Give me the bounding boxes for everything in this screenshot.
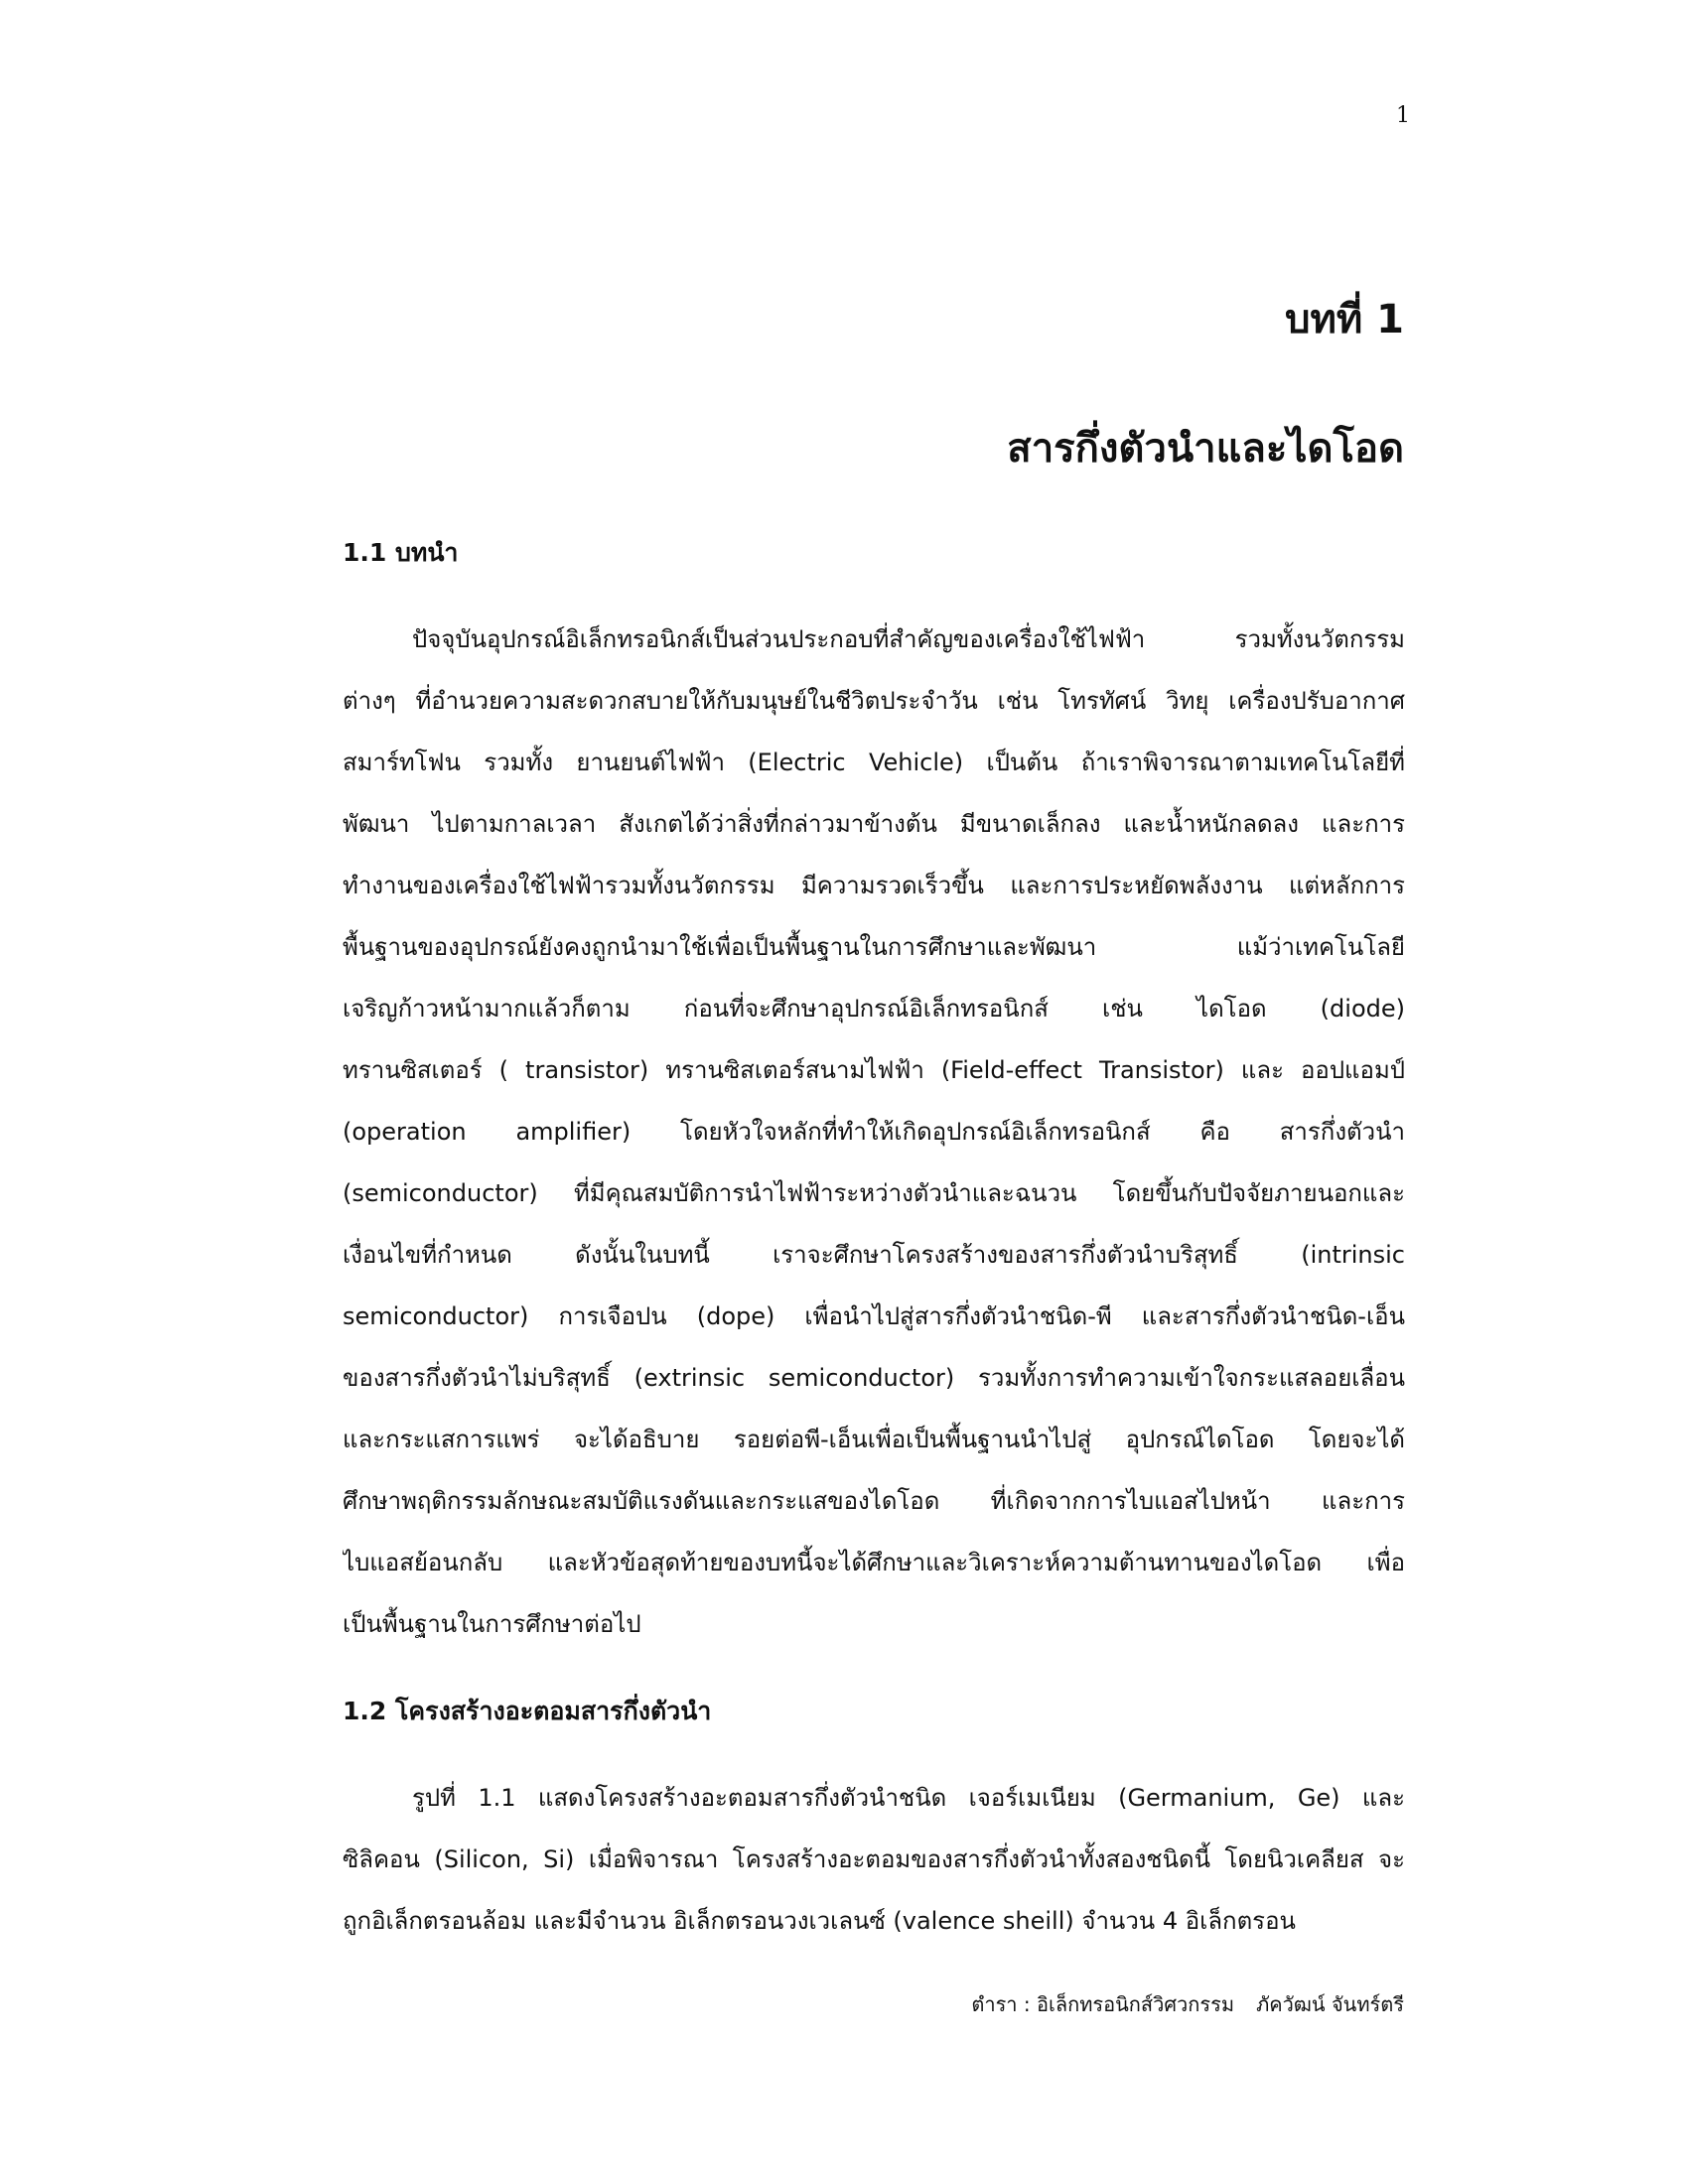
footer-author: ภัควัฒน์ จันทร์ตรี <box>1256 1992 1404 2016</box>
paragraph-line: รูปที่ 1.1 แสดงโครงสร้างอะตอมสารกึ่งตัวนำชนิด เจอร์เมเนียม (Germanium, Ge) และ <box>412 1784 1405 1812</box>
page-footer <box>971 1989 1404 2019</box>
paragraph-line: ปัจจุบันอุปกรณ์อิเล็กทรอนิกส์เป็นส่วนประกอบที่สำคัญของเครื่องใช้ไฟฟ้า รวมทั้งนวัตกรรม <box>412 625 1405 653</box>
paragraph-line: ศึกษาพฤติกรรมลักษณะสมบัติแรงดันและกระแสของไดโอด ที่เกิดจากการไบแอสไปหน้า และการ <box>343 1487 1405 1515</box>
paragraph-line: เจริญก้าวหน้ามากแล้วก็ตาม ก่อนที่จะศึกษาอุปกรณ์อิเล็กทรอนิกส์ เช่น ไดโอด (diode) <box>343 995 1405 1023</box>
paragraph-line: เป็นพื้นฐานในการศึกษาต่อไป <box>343 1610 641 1638</box>
page-number: 1 <box>1396 103 1410 128</box>
paragraph-line: และกระแสการแพร่ จะได้อธิบาย รอยต่อพี-เอ็นเพื่อเป็นพื้นฐานนำไปสู่ อุปกรณ์ไดโอด โดยจะได้ <box>343 1426 1405 1453</box>
paragraph-line: ทรานซิสเตอร์ ( transistor) ทรานซิสเตอร์สนามไฟฟ้า (Field-effect Transistor) และ ออปแอมป์ <box>343 1056 1405 1084</box>
chapter-label: บทที่ 1 <box>1285 297 1404 342</box>
paragraph-line: พัฒนา ไปตามกาลเวลา สังเกตได้ว่าสิ่งที่กล่าวมาข้างต้น มีขนาดเล็กลง และน้ำหนักลดลง และการ <box>343 810 1405 838</box>
paragraph-line: ทำงานของเครื่องใช้ไฟฟ้ารวมทั้งนวัตกรรม มีความรวดเร็วขึ้น และการประหยัดพลังงาน แต่หลักการ <box>343 872 1405 899</box>
section-heading-intro: 1.1 บทนำ <box>343 538 459 567</box>
paragraph-line: ของสารกึ่งตัวนำไม่บริสุทธิ์ (extrinsic semiconductor) รวมทั้งการทำความเข้าใจกระแสลอยเลื่อน <box>343 1364 1405 1392</box>
footer-book-title: ตำรา : อิเล็กทรอนิกส์วิศวกรรม <box>971 1992 1235 2016</box>
paragraph-line: semiconductor) การเจือปน (dope) เพื่อนำไปสู่สารกึ่งตัวนำชนิด-พี และสารกึ่งตัวนำชนิด-เอ็น <box>343 1302 1405 1330</box>
chapter-title: สารกึ่งตัวนำและไดโอด <box>1007 426 1404 472</box>
paragraph-line: พื้นฐานของอุปกรณ์ยังคงถูกนำมาใช้เพื่อเป็นพื้นฐานในการศึกษาและพัฒนา แม้ว่าเทคโนโลยี <box>343 933 1405 961</box>
paragraph-line: ไบแอสย้อนกลับ และหัวข้อสุดท้ายของบทนี้จะได้ศึกษาและวิเคราะห์ความต้านทานของไดโอด เพื่อ <box>343 1549 1405 1576</box>
paragraph-line: เงื่อนไขที่กำหนด ดังนั้นในบทนี้ เราจะศึกษาโครงสร้างของสารกึ่งตัวนำบริสุทธิ์ (intrinsic <box>343 1241 1405 1269</box>
section-heading-atomic-structure: 1.2 โครงสร้างอะตอมสารกึ่งตัวนำ <box>343 1697 712 1725</box>
paragraph-line: (semiconductor) ที่มีคุณสมบัติการนำไฟฟ้าระหว่างตัวนำและฉนวน โดยขึ้นกับปัจจัยภายนอกและ <box>343 1179 1405 1207</box>
paragraph-line: ถูกอิเล็กตรอนล้อม และมีจำนวน อิเล็กตรอนวงเวเลนซ์ (valence sheill) จำนวน 4 อิเล็กตรอน <box>343 1907 1296 1935</box>
paragraph-line: สมาร์ทโฟน รวมทั้ง ยานยนต์ไฟฟ้า (Electric Vehicle) เป็นต้น ถ้าเราพิจารณาตามเทคโนโลยีที่ <box>343 749 1405 776</box>
paragraph-line: ซิลิคอน (Silicon, Si) เมื่อพิจารณา โครงสร้างอะตอมของสารกึ่งตัวนำทั้งสองชนิดนี้ โดยนิวเคลียส จะ <box>343 1845 1405 1873</box>
paragraph-line: ต่างๆ ที่อำนวยความสะดวกสบายให้กับมนุษย์ในชีวิตประจำวัน เช่น โทรทัศน์ วิทยุ เครื่องปรับอากาศ <box>343 687 1405 715</box>
paragraph-line: (operation amplifier) โดยหัวใจหลักที่ทำให้เกิดอุปกรณ์อิเล็กทรอนิกส์ คือ สารกึ่งตัวนำ <box>343 1118 1405 1146</box>
